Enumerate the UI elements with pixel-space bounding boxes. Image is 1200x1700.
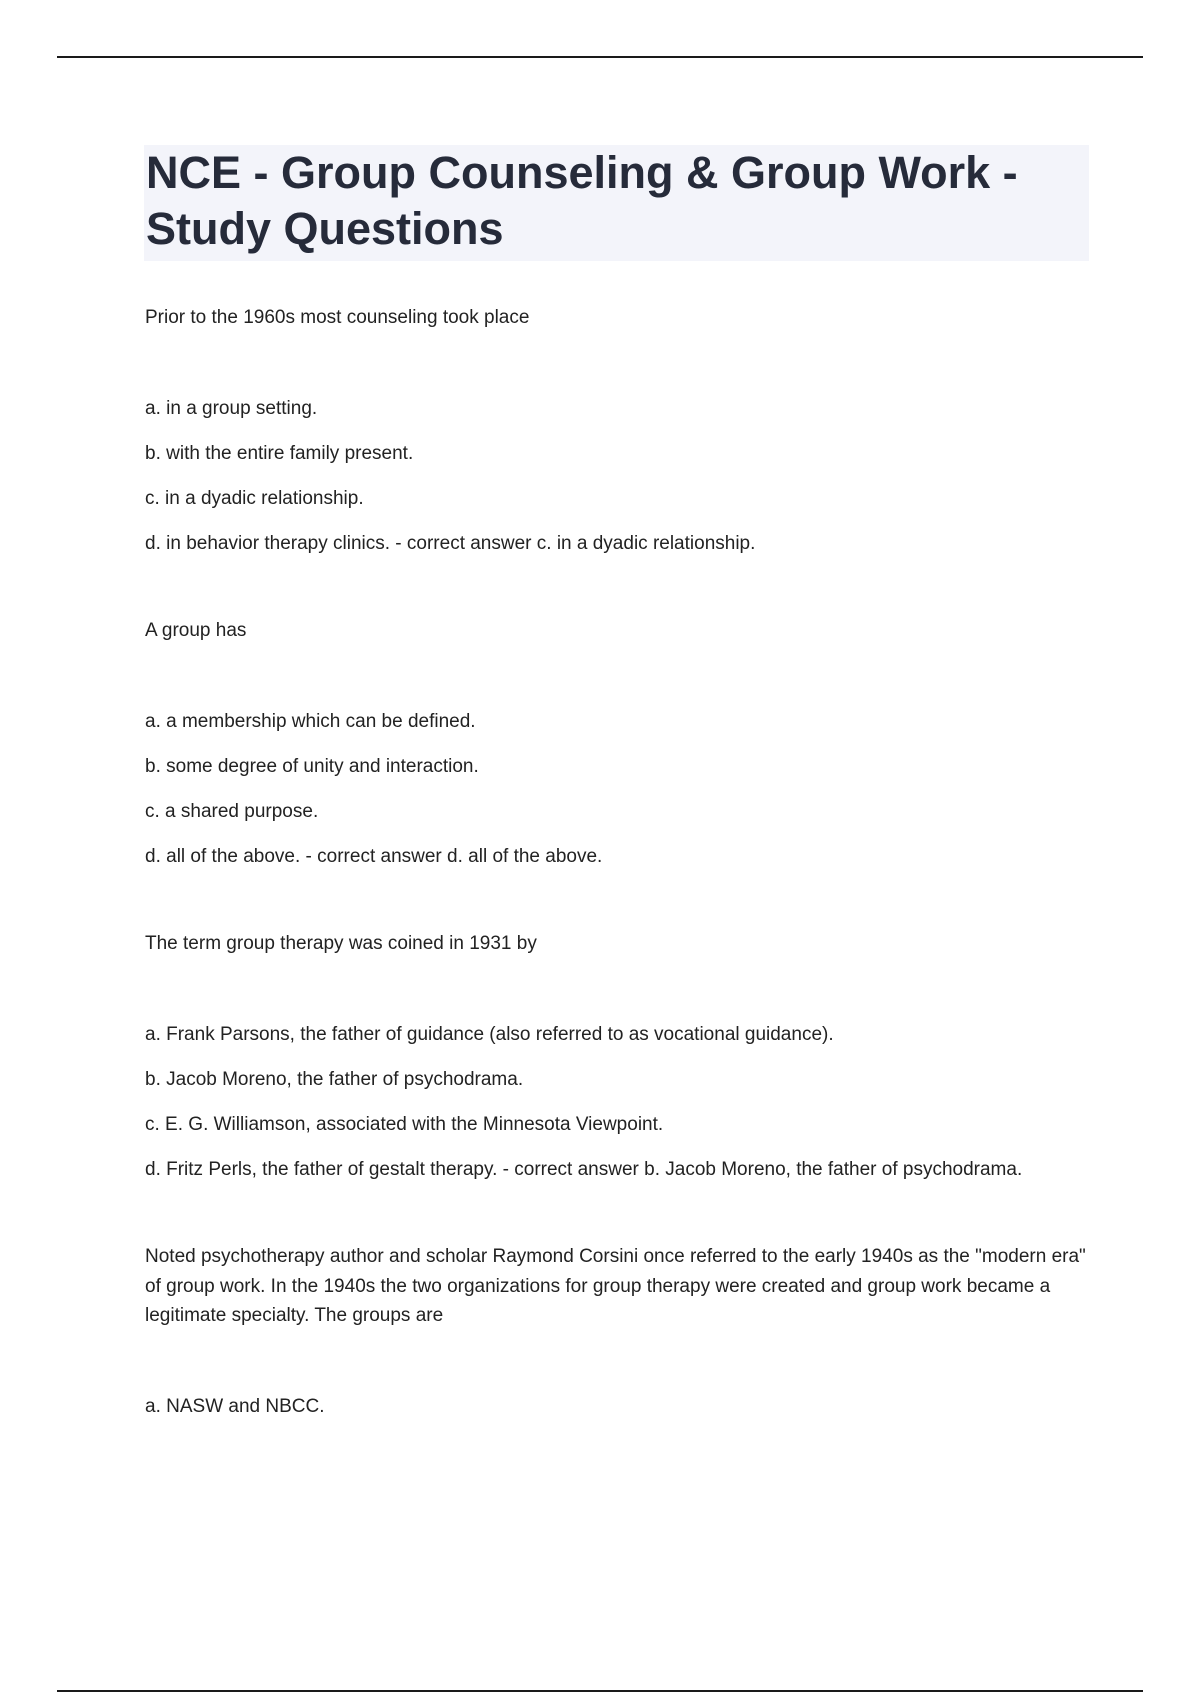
answer-option: a. NASW and NBCC. bbox=[145, 1395, 325, 1417]
title-banner bbox=[144, 145, 1089, 261]
answer-option: d. all of the above. - correct answer d. all of the above. bbox=[145, 845, 603, 867]
question-2 bbox=[145, 616, 1089, 871]
answer-option: b. with the entire family present. bbox=[145, 442, 414, 464]
question-prompt: A group has bbox=[145, 620, 247, 641]
document-body bbox=[145, 145, 1089, 1479]
question-1 bbox=[145, 303, 1089, 558]
question-4 bbox=[145, 1242, 1089, 1421]
top-rule bbox=[57, 56, 1143, 58]
document-title: NCE - Group Counseling & Group Work - Study Questions bbox=[146, 147, 1018, 254]
question-list bbox=[145, 303, 1089, 1421]
answer-option: d. in behavior therapy clinics. - correct answer c. in a dyadic relationship. bbox=[145, 532, 756, 554]
answer-option: a. Frank Parsons, the father of guidance (also referred to as vocational guidance). bbox=[145, 1023, 834, 1045]
question-prompt: Noted psychotherapy author and scholar Raymond Corsini once referred to the early 1940s as the "modern era" of group work. In the 1940s the two organizations for group therapy were created and group work became a legitimate specialty. The groups are bbox=[145, 1246, 1086, 1326]
answer-option: c. a shared purpose. bbox=[145, 800, 319, 822]
answer-option: c. in a dyadic relationship. bbox=[145, 487, 364, 509]
answer-option: b. some degree of unity and interaction. bbox=[145, 755, 479, 777]
answer-option: b. Jacob Moreno, the father of psychodrama. bbox=[145, 1068, 524, 1090]
answer-option: c. E. G. Williamson, associated with the Minnesota Viewpoint. bbox=[145, 1113, 664, 1135]
question-3 bbox=[145, 929, 1089, 1184]
question-prompt: Prior to the 1960s most counseling took place bbox=[145, 307, 530, 328]
bottom-rule bbox=[57, 1690, 1143, 1692]
answer-option: a. in a group setting. bbox=[145, 397, 318, 419]
answer-option: d. Fritz Perls, the father of gestalt therapy. - correct answer b. Jacob Moreno, the father of psychodrama. bbox=[145, 1158, 1023, 1180]
answer-option: a. a membership which can be defined. bbox=[145, 710, 476, 732]
question-prompt: The term group therapy was coined in 1931 by bbox=[145, 933, 537, 954]
